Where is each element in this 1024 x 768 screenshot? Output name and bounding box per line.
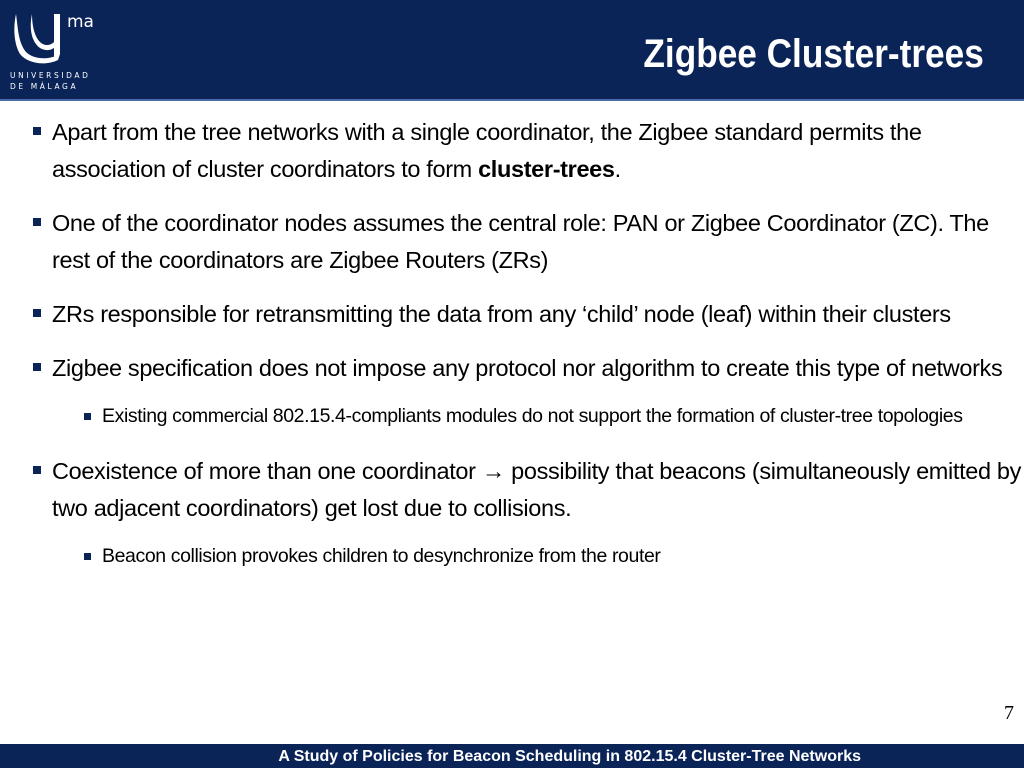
slide-header (0, 0, 1024, 99)
logo-ma-text: ma (67, 12, 94, 32)
slide-footer (0, 744, 1024, 768)
logo-text-line2: DE MÁLAGA (10, 82, 79, 91)
bullet-3-text: ZRs responsible for retransmitting the data from any ‘child’ node (leaf) within their clusters (52, 301, 951, 327)
bullet-5-text: Coexistence of more than one coordinator → possibility that beacons (simultaneously emitted by two adjacent coordinators) get lost due to collisions. (52, 458, 1021, 521)
university-logo (10, 8, 94, 92)
slide-title: Zigbee Cluster-trees (643, 32, 984, 76)
bullet-zr-retransmit (32, 296, 1022, 333)
bullet-zigbee-spec (32, 350, 1022, 387)
sub-bullet-5-text: Beacon collision provokes children to desynchronize from the router (102, 545, 661, 567)
bullet-coexistence (32, 453, 1022, 527)
slide-content (32, 114, 1022, 593)
bullet-4-text: Zigbee specification does not impose any protocol nor algorithm to create this type of networks (52, 355, 1003, 381)
bullet-coordinator-role (32, 205, 1022, 279)
header-divider (0, 99, 1024, 101)
sub-bullet-4-text: Existing commercial 802.15.4-compliants modules do not support the formation of cluster-tree topologies (102, 405, 963, 427)
sub-bullet-beacon-collision (32, 540, 1022, 573)
uma-logo-icon (10, 8, 94, 70)
page-number: 7 (1004, 702, 1014, 724)
bullet-1-end: . (614, 156, 621, 182)
bullet-1-bold: cluster-trees (478, 156, 615, 182)
footer-text: A Study of Policies for Beacon Scheduling in 802.15.4 Cluster-Tree Networks (278, 748, 861, 765)
bullet-cluster-trees (32, 114, 1022, 188)
bullet-2-text: One of the coordinator nodes assumes the central role: PAN or Zigbee Coordinator (ZC). The rest of the coordinators are Zigbee Routers (ZRs) (52, 210, 989, 273)
logo-text-line1: UNIVERSIDAD (10, 71, 91, 80)
sub-bullet-commercial-modules (32, 400, 1022, 433)
bullet-1-text: Apart from the tree networks with a single coordinator, the Zigbee standard permits the association of cluster coordinators to form (52, 119, 922, 182)
